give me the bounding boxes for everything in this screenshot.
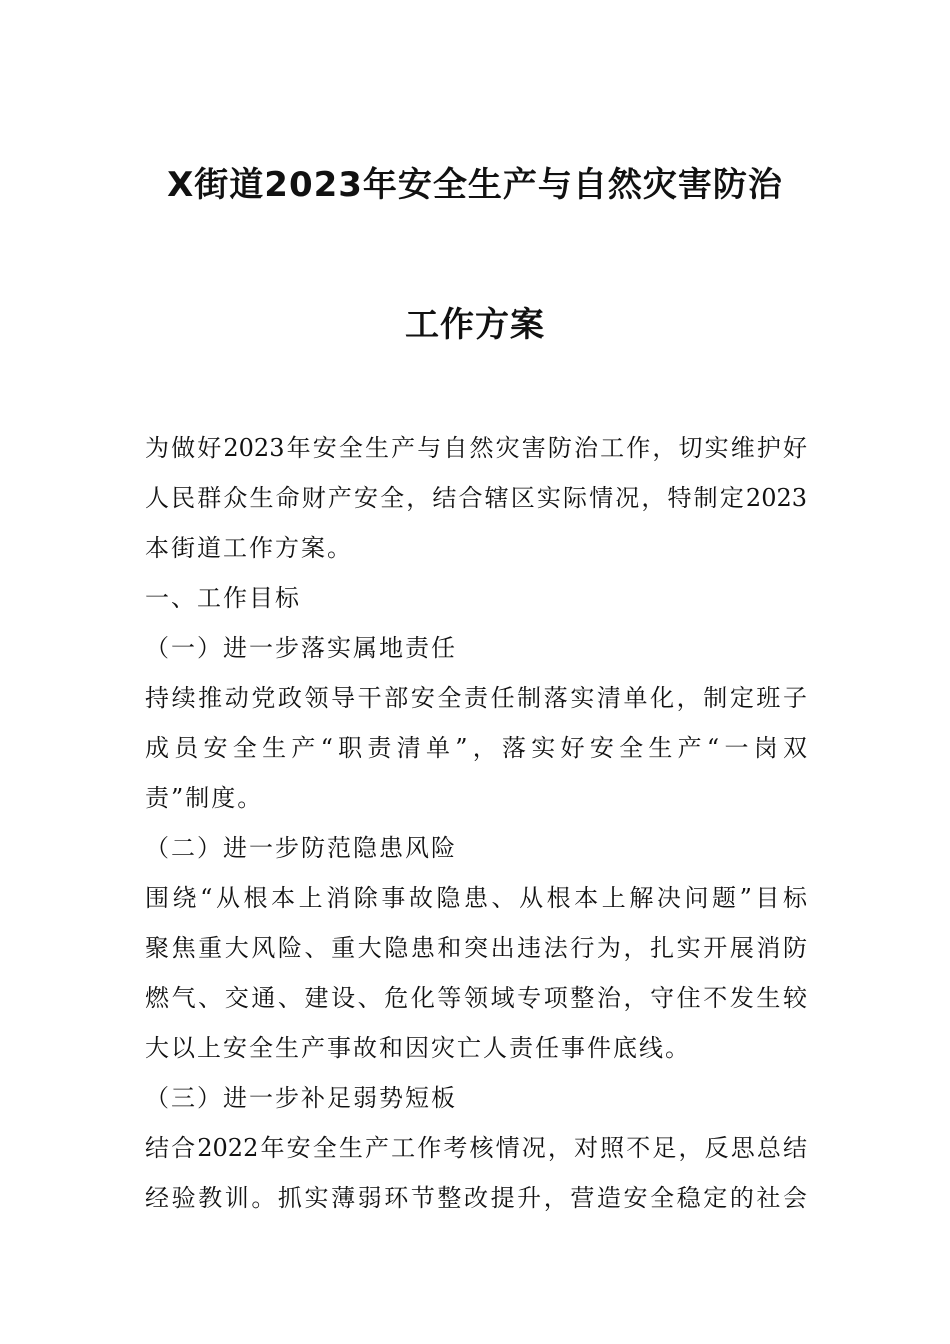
body-line: 人民群众生命财产安全，结合辖区实际情况，特制定2023 [145, 484, 807, 512]
body-line: （一）进一步落实属地责任 [145, 634, 457, 662]
body-line: 聚焦重大风险、重大隐患和突出违法行为，扎实开展消防 [145, 934, 807, 962]
body-line: 一、工作目标 [145, 584, 301, 612]
body-line: 燃气、交通、建设、危化等领域专项整治，守住不发生较 [145, 984, 807, 1012]
body-line: 结合2022年安全生产工作考核情况，对照不足，反思总结 [145, 1134, 807, 1162]
document-title-line-2: 工作方案 [405, 305, 545, 345]
body-line: 大以上安全生产事故和因灾亡人责任事件底线。 [145, 1034, 691, 1062]
document-title-line-1: X街道2023年安全生产与自然灾害防治 [167, 165, 783, 205]
body-line: 持续推动党政领导干部安全责任制落实清单化，制定班子 [145, 684, 807, 712]
document-body [145, 430, 807, 1230]
body-line: 责”制度。 [145, 784, 264, 812]
body-line: 成员安全生产“职责清单”，落实好安全生产“一岗双 [145, 734, 807, 762]
body-line: （二）进一步防范隐患风险 [145, 834, 457, 862]
body-line: 围绕“从根本上消除事故隐患、从根本上解决问题”目标 [145, 884, 807, 912]
body-line: （三）进一步补足弱势短板 [145, 1084, 457, 1112]
body-line: 本街道工作方案。 [145, 534, 353, 562]
body-line: 经验教训。抓实薄弱环节整改提升，营造安全稳定的社会 [145, 1184, 807, 1212]
body-line: 为做好2023年安全生产与自然灾害防治工作，切实维护好 [145, 434, 807, 462]
